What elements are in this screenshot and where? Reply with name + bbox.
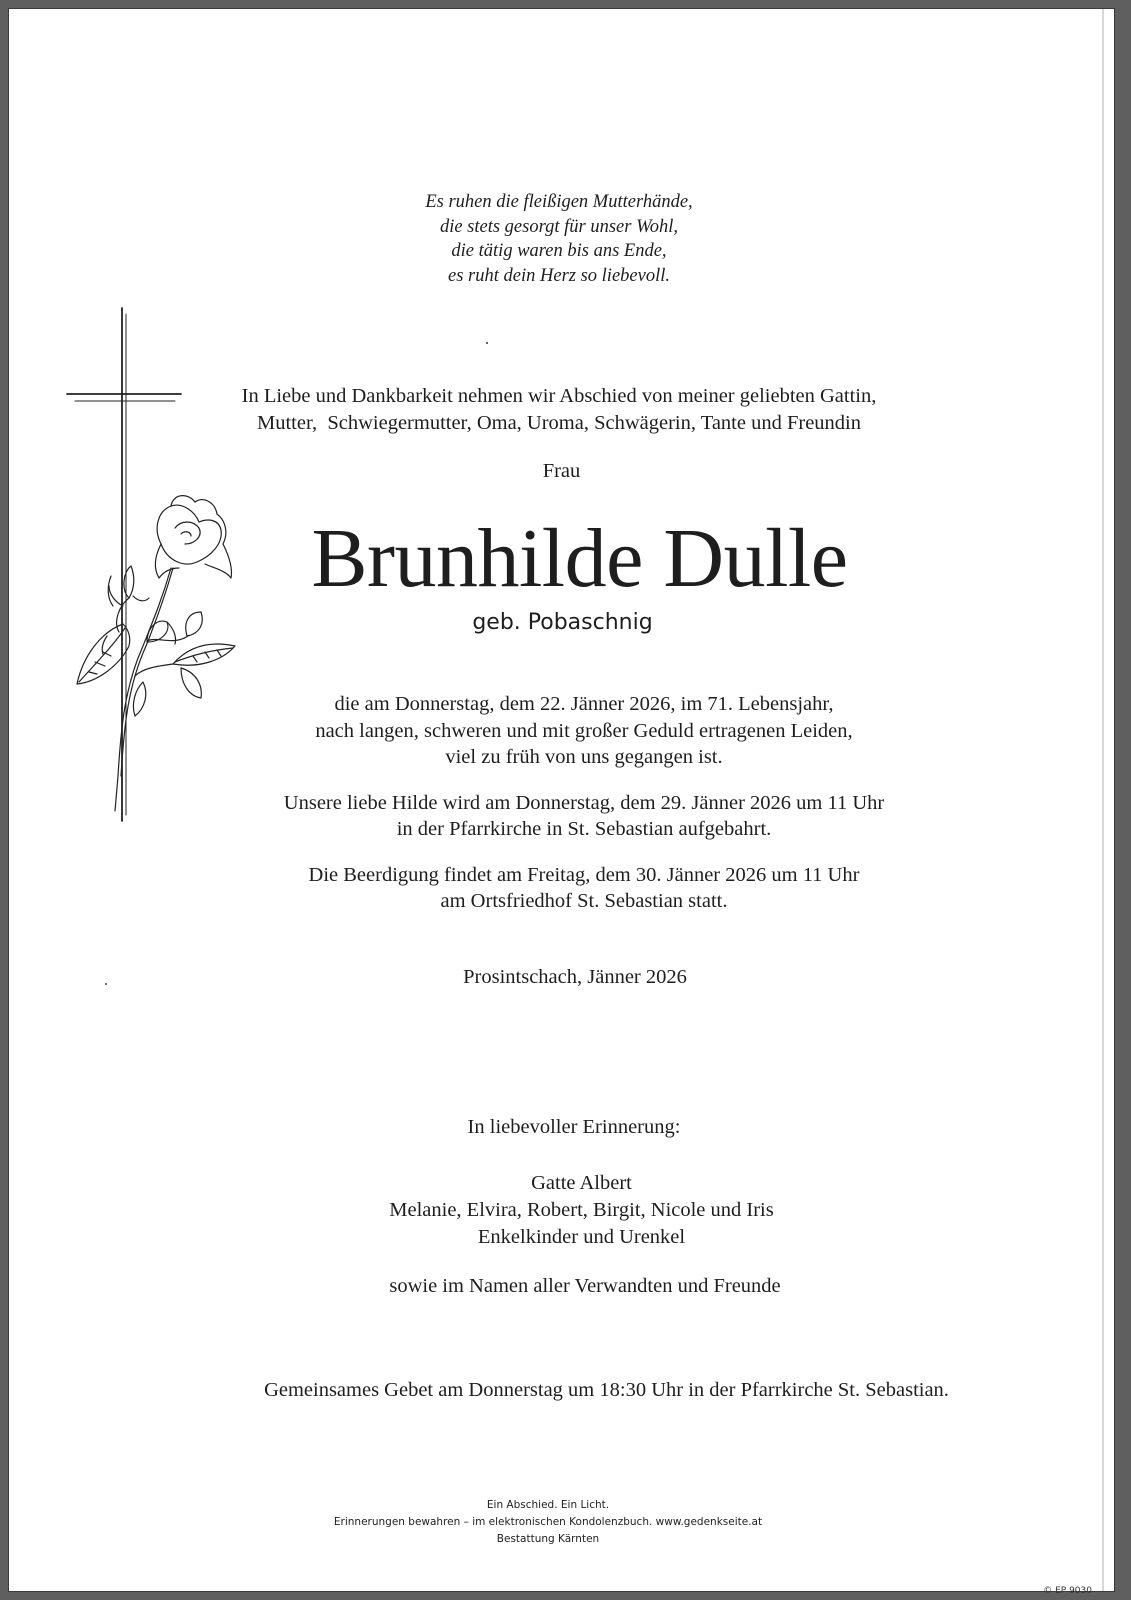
- viewing-line: in der Pfarrkirche in St. Sebastian aufgebahrt.: [396, 818, 772, 840]
- mourners-list: [9, 1170, 1131, 1251]
- notice-details: [9, 691, 1131, 915]
- death-notice-line: viel zu früh von uns gegangen ist.: [445, 746, 723, 768]
- intro-line: In Liebe und Dankbarkeit nehmen wir Abschied von meiner geliebten Gattin,: [241, 385, 877, 407]
- poem-line: Es ruhen die fleißigen Mutterhände,: [425, 192, 693, 212]
- intro-line: Mutter, Schwiegermutter, Oma, Uroma, Schwägerin, Tante und Freundin: [257, 412, 861, 434]
- intro-text: [9, 383, 1109, 437]
- salutation: Frau: [542, 460, 581, 482]
- death-notice-line: die am Donnerstag, dem 22. Jänner 2026, im 71. Lebensjahr,: [334, 693, 834, 715]
- obituary-sheet: [8, 8, 1115, 1596]
- poem: [9, 190, 1109, 288]
- mourner-line: Gatte Albert: [531, 1172, 632, 1194]
- reference-code: © EP 9030: [1043, 1586, 1092, 1596]
- relatives-line: sowie im Namen aller Verwandten und Freunde: [389, 1275, 781, 1297]
- prayer-notice: Gemeinsames Gebet am Donnerstag um 18:30 Uhr in der Pfarrkirche St. Sebastian.: [264, 1379, 949, 1401]
- death-notice-line: nach langen, schweren und mit großer Geduld ertragenen Leiden,: [315, 719, 853, 742]
- footer-slogan: Ein Abschied. Ein Licht.: [486, 1499, 610, 1511]
- poem-line: die stets gesorgt für unser Wohl,: [439, 216, 679, 237]
- footer-condolence-link[interactable]: Erinnerungen bewahren – im elektronischen Kondolenzbuch. www.gedenkseite.at: [333, 1516, 763, 1528]
- maiden-name: geb. Pobaschnig: [472, 610, 653, 635]
- paper-speck: [486, 342, 488, 344]
- poem-line: die tätig waren bis ans Ende,: [451, 241, 667, 261]
- place-date: Prosintschach, Jänner 2026: [463, 966, 687, 988]
- viewing-line: Unsere liebe Hilde wird am Donnerstag, dem 29. Jänner 2026 um 11 Uhr: [283, 791, 885, 814]
- footer-provider: Bestattung Kärnten: [496, 1533, 600, 1545]
- mourner-line: Enkelkinder und Urenkel: [477, 1226, 686, 1248]
- poem-line: es ruht dein Herz so liebevoll.: [448, 265, 670, 286]
- funeral-line: Die Beerdigung findet am Freitag, dem 30. Jänner 2026 um 11 Uhr: [308, 863, 860, 886]
- memory-title: In liebevoller Erinnerung:: [467, 1116, 681, 1138]
- mourner-line: Melanie, Elvira, Robert, Birgit, Nicole und Iris: [389, 1199, 774, 1221]
- deceased-name: Brunhilde Dulle: [311, 512, 848, 605]
- funeral-line: am Ortsfriedhof St. Sebastian statt.: [440, 890, 728, 912]
- footer: [9, 1497, 1087, 1548]
